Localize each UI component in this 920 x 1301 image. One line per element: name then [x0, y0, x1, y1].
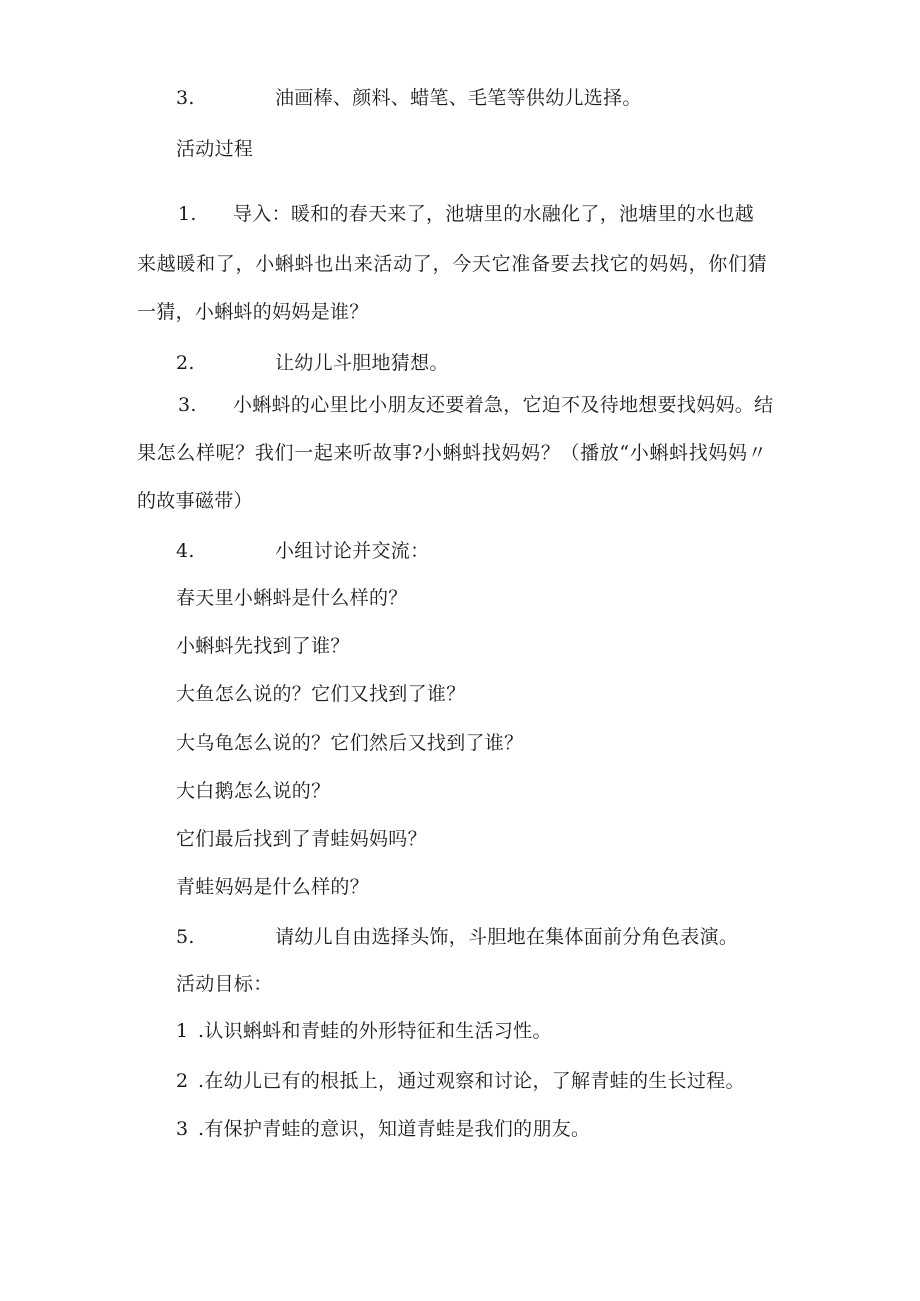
list-number: 3. — [178, 394, 197, 416]
discussion-question: 小蝌蚪先找到了谁？ — [176, 635, 350, 657]
step-3 — [178, 393, 774, 417]
list-text: 油画棒、颜料、蜡笔、毛笔等供幼儿选择。 — [275, 87, 642, 109]
goal-item-2 — [176, 1069, 745, 1093]
list-number: 2 — [176, 1070, 189, 1092]
list-text: 小蝌蚪的心里比小朋友还要着急，它迫不及待地想要找妈妈。结 — [233, 394, 774, 416]
step-5 — [176, 925, 739, 949]
list-text: .在幼儿已有的根抵上，通过观察和讨论，了解青蛙的生长过程。 — [198, 1070, 745, 1092]
list-number: 2. — [176, 352, 195, 374]
list-number: 1 — [176, 1020, 189, 1042]
goals-heading: 活动目标： — [176, 973, 273, 995]
list-text: 小组讨论并交流： — [275, 540, 430, 562]
paragraph-line: 来越暖和了，小蝌蚪也出来活动了，今天它准备要去找它的妈妈，你们猜 — [137, 253, 767, 275]
discussion-question: 它们最后找到了青蛙妈妈吗？ — [176, 828, 427, 850]
paragraph-line: 一猜，小蝌蚪的妈妈是谁？ — [137, 301, 369, 323]
paragraph-line: 果怎么样呢？我们一起来听故事?小蝌蚪找妈妈？（播放“小蝌蚪找妈妈〃 — [137, 442, 767, 464]
list-number: 3 — [176, 1118, 189, 1140]
discussion-question: 青蛙妈妈是什么样的？ — [176, 876, 370, 898]
list-number: 5. — [176, 926, 195, 948]
list-text: .认识蝌蚪和青蛙的外形特征和生活习性。 — [198, 1020, 552, 1042]
list-text: 导入：暖和的春天来了，池塘里的水融化了，池塘里的水也越 — [233, 203, 755, 225]
list-number: 1. — [178, 203, 197, 225]
list-text: 请幼儿自由选择头饰，斗胆地在集体面前分角色表演。 — [275, 926, 739, 948]
list-text: 让幼儿斗胆地猜想。 — [275, 352, 449, 374]
list-number: 4. — [176, 540, 195, 562]
discussion-question: 大鱼怎么说的？它们又找到了谁？ — [176, 683, 466, 705]
discussion-question: 春天里小蝌蚪是什么样的？ — [176, 587, 408, 609]
step-2 — [176, 351, 449, 375]
goal-item-1 — [176, 1019, 552, 1043]
step-4 — [176, 539, 430, 563]
list-number: 3. — [176, 87, 195, 109]
process-heading: 活动过程 — [176, 138, 254, 160]
paragraph-line: 的故事磁带） — [137, 490, 253, 512]
materials-item-3 — [176, 86, 642, 110]
step-1 — [178, 202, 755, 226]
list-text: .有保护青蛙的意识，知道青蛙是我们的朋友。 — [198, 1118, 591, 1140]
discussion-question: 大乌龟怎么说的？它们然后又找到了谁？ — [176, 732, 524, 754]
discussion-question: 大白鹅怎么说的？ — [176, 780, 331, 802]
goal-item-3 — [176, 1117, 591, 1141]
